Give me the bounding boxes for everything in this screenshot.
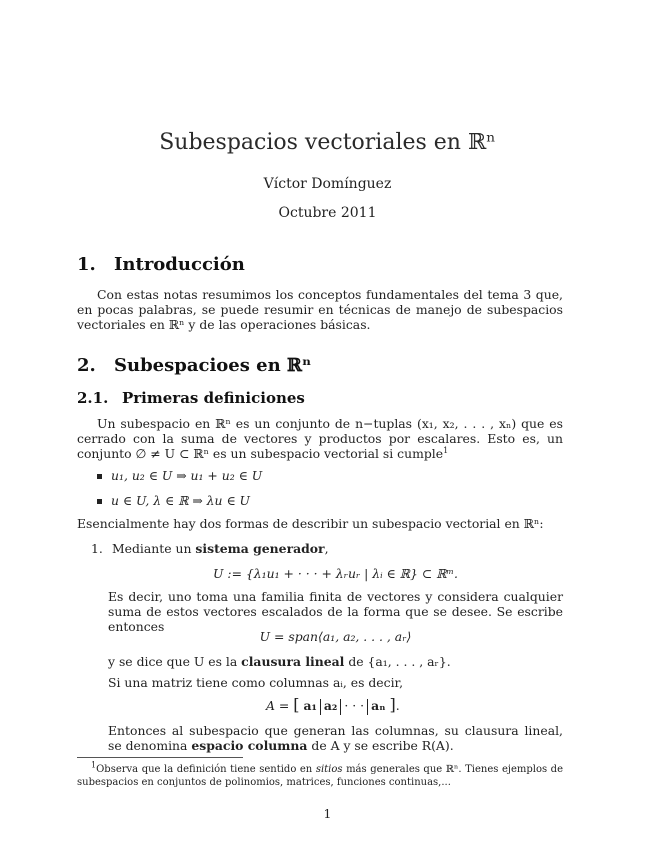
espacio-columna-pre: Entonces al subespacio que generan las columnas, su clausura lineal, se denomina xyxy=(108,723,563,753)
footnote-text-italic: sitios xyxy=(315,764,343,775)
equation-span: U = span⟨a₁, a₂, . . . , aᵣ⟩ xyxy=(259,629,412,644)
section-1-number: 1. xyxy=(77,254,96,275)
paragraph-matriz: Si una matriz tiene como columnas aᵢ, es decir, xyxy=(108,675,404,690)
footnote-mark: 1 xyxy=(443,445,449,455)
section-2-title: Subespacioes en ℝⁿ xyxy=(114,355,312,376)
matrix-separator xyxy=(367,699,368,715)
matrix-right-bracket: ] xyxy=(389,695,396,714)
bullet-icon xyxy=(97,499,102,504)
clausura-pre: y se dice que U es la xyxy=(108,654,238,669)
footnote-rule xyxy=(77,757,243,758)
definition-text: Un subespacio en ℝⁿ es un conjunto de n−tuplas (x₁, x₂, . . . , xₙ) que es cerrado con la suma de vectores y productos por escalares. Esto es, un conjunto ∅ ≠ U ⊂ ℝⁿ es un subespacio vectorial si cumple xyxy=(77,416,563,461)
matrix-col-2: a₂ xyxy=(323,698,338,713)
subsection-2-1-title: Primeras definiciones xyxy=(122,389,305,407)
equation-matrix xyxy=(266,697,400,715)
section-1-heading xyxy=(77,254,245,275)
item-1-term: sistema generador xyxy=(195,541,325,556)
item-1-intro: Mediante un xyxy=(111,541,192,556)
bullet-item-1 xyxy=(97,468,262,483)
footnote xyxy=(77,760,563,789)
section-2-number: 2. xyxy=(77,355,96,376)
date: Octubre 2011 xyxy=(278,205,377,221)
paragraph-es-decir: Es decir, uno toma una familia finita de vectores y considera cualquier suma de estos vectores escalados de la forma que se desee. Se escribe entonces xyxy=(108,589,563,634)
section-1-title: Introducción xyxy=(114,254,245,275)
matrix-left-bracket: [ xyxy=(293,695,300,714)
matrix-end: . xyxy=(395,698,400,713)
subsection-2-1-heading xyxy=(77,389,305,407)
clausura-post: de {a₁, . . . , aᵣ}. xyxy=(348,654,451,669)
paragraph-espacio-columna xyxy=(108,723,563,753)
section-2-heading xyxy=(77,355,311,376)
paragraph-clausura xyxy=(108,654,451,669)
matrix-col-4: aₙ xyxy=(371,698,386,713)
clausura-term: clausura lineal xyxy=(241,654,345,669)
item-1-comma: , xyxy=(324,541,329,556)
matrix-separator xyxy=(340,699,341,715)
matrix-lhs: A = xyxy=(266,698,290,713)
subsection-2-1-number: 2.1. xyxy=(77,389,109,407)
author: Víctor Domínguez xyxy=(263,176,392,192)
matrix-col-1: a₁ xyxy=(303,698,317,713)
section-1-paragraph: Con estas notas resumimos los conceptos fundamentales del tema 3 que, en pocas palabras, se puede resumir en técnicas de manejo de subespacios vectoriales en ℝⁿ y de las operaciones básicas. xyxy=(77,287,563,332)
footnote-text-pre: Observa que la definición tiene sentido en xyxy=(96,764,313,775)
footnote-number: 1 xyxy=(91,760,97,770)
equation-span-set: U := {λ₁u₁ + · · · + λᵣuᵣ | λᵢ ∈ ℝ} ⊂ ℝᵐ. xyxy=(213,566,458,581)
bullet-1-text: u₁, u₂ ∈ U ⇒ u₁ + u₂ ∈ U xyxy=(111,468,263,483)
definition-paragraph xyxy=(77,416,563,461)
matrix-separator xyxy=(320,699,321,715)
document-title: Subespacios vectoriales en ℝⁿ xyxy=(159,130,496,155)
bullet-2-text: u ∈ U, λ ∈ ℝ ⇒ λu ∈ U xyxy=(111,493,250,508)
page-number: 1 xyxy=(323,806,332,821)
espacio-columna-term: espacio columna xyxy=(191,738,308,753)
espacio-columna-post: de A y se escribe R(A). xyxy=(311,738,454,753)
enumerate-item-1 xyxy=(91,541,329,556)
bullet-icon xyxy=(97,474,102,479)
paragraph-two-forms: Esencialmente hay dos formas de describir un subespacio vectorial en ℝⁿ: xyxy=(77,516,544,531)
footnote-text-post: más generales que ℝⁿ. Tienes ejemplos de subespacios en conjuntos de polinomios, matrices, funciones continuas,... xyxy=(77,764,563,788)
item-1-label: 1. xyxy=(91,541,103,556)
matrix-col-3: · · · xyxy=(344,698,365,713)
bullet-item-2 xyxy=(97,493,250,508)
